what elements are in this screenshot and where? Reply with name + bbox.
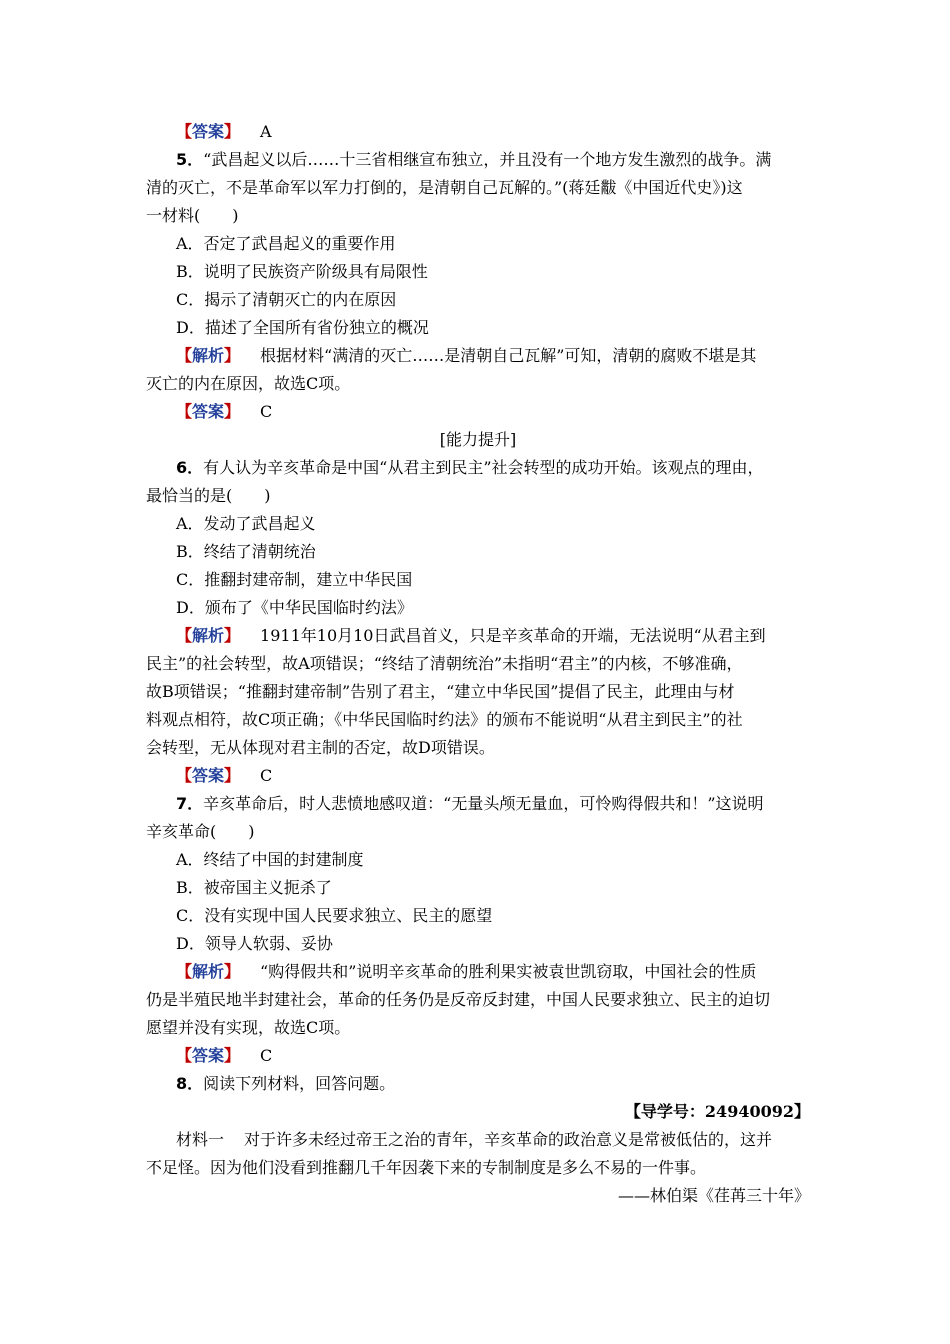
analysis-line: 故B项错误；“推翻封建帝制”告别了君主，“建立中华民国”提倡了民主，此理由与材 bbox=[146, 682, 735, 701]
answer-value: A bbox=[260, 122, 272, 141]
option-d: D．颁布了《中华民国临时约法》 bbox=[176, 598, 413, 617]
question-7-stem-line: 辛亥革命( ) bbox=[146, 822, 255, 841]
question-number: 7． bbox=[176, 794, 204, 813]
option-b: B．被帝国主义扼杀了 bbox=[176, 878, 332, 897]
analysis-tag: 【解析】 bbox=[176, 626, 241, 645]
material-label: 材料一 bbox=[176, 1130, 225, 1149]
option-a: A．发动了武昌起义 bbox=[176, 514, 316, 533]
option-c: C．揭示了清朝灭亡的内在原因 bbox=[176, 290, 397, 309]
answer-value: C bbox=[260, 766, 273, 785]
analysis-tag: 【解析】 bbox=[176, 346, 241, 365]
answer-tag: 【答案】 bbox=[176, 402, 241, 421]
section-title: [能力提升] bbox=[439, 430, 517, 449]
analysis-tag: 【解析】 bbox=[176, 962, 241, 981]
answer-row bbox=[176, 1046, 840, 1066]
question-number: 8． bbox=[176, 1074, 204, 1093]
option-b: B．说明了民族资产阶级具有局限性 bbox=[176, 262, 428, 281]
answer-value: C bbox=[260, 1046, 273, 1065]
answer-row bbox=[176, 122, 840, 142]
question-number: 6． bbox=[176, 458, 204, 477]
option-a: A．否定了武昌起义的重要作用 bbox=[176, 234, 396, 253]
option-c: C．推翻封建帝制，建立中华民国 bbox=[176, 570, 413, 589]
analysis-line: 民主”的社会转型，故A项错误；“终结了清朝统治”未指明“君主”的内核，不够准确， bbox=[146, 654, 743, 673]
analysis-line: 【解析】 1911年10月10日武昌首义，只是辛亥革命的开端，无法说明“从君主到 bbox=[176, 626, 766, 645]
material-line: 材料一 对于许多未经过帝王之治的青年，辛亥革命的政治意义是常被低估的，这并 bbox=[176, 1130, 773, 1149]
question-number: 5． bbox=[176, 150, 204, 169]
answer-row bbox=[176, 402, 840, 422]
analysis-line: 【解析】 “购得假共和”说明辛亥革命的胜利果实被袁世凯窃取，中国社会的性质 bbox=[176, 962, 757, 981]
material-line: 不足怪。因为他们没看到推翻几千年因袭下来的专制制度是多么不易的一件事。 bbox=[146, 1158, 707, 1177]
option-d: D．领导人软弱、妥协 bbox=[176, 934, 333, 953]
guide-number: 【导学号：24940092】 bbox=[624, 1102, 810, 1121]
analysis-line: 【解析】 根据材料“满清的灭亡……是清朝自己瓦解”可知，清朝的腐败不堪是其 bbox=[176, 346, 757, 365]
option-c: C．没有实现中国人民要求独立、民主的愿望 bbox=[176, 906, 493, 925]
question-5-stem-line: 清的灭亡，不是革命军以军力打倒的，是清朝自己瓦解的。”(蒋廷黻《中国近代史》)这 bbox=[146, 178, 743, 197]
option-a: A．终结了中国的封建制度 bbox=[176, 850, 364, 869]
analysis-line: 会转型，无从体现对君主制的否定，故D项错误。 bbox=[146, 738, 495, 757]
answer-row bbox=[176, 766, 840, 786]
question-7-stem-line: 7．辛亥革命后，时人悲愤地感叹道：“无量头颅无量血，可怜购得假共和！”这说明 bbox=[176, 794, 764, 813]
analysis-line: 灭亡的内在原因，故选C项。 bbox=[146, 374, 351, 393]
analysis-line: 仍是半殖民地半封建社会，革命的任务仍是反帝反封建，中国人民要求独立、民主的迫切 bbox=[146, 990, 771, 1009]
question-6-stem-line: 最恰当的是( ) bbox=[146, 486, 271, 505]
analysis-line: 愿望并没有实现，故选C项。 bbox=[146, 1018, 351, 1037]
question-8-stem-line: 8．阅读下列材料，回答问题。 bbox=[176, 1074, 396, 1093]
option-d: D．描述了全国所有省份独立的概况 bbox=[176, 318, 429, 337]
question-5-stem-line: 一材料( ) bbox=[146, 206, 239, 225]
answer-value: C bbox=[260, 402, 273, 421]
option-b: B．终结了清朝统治 bbox=[176, 542, 316, 561]
question-6-stem-line: 6．有人认为辛亥革命是中国“从君主到民主”社会转型的成功开始。该观点的理由， bbox=[176, 458, 764, 477]
analysis-line: 料观点相符，故C项正确；《中华民国临时约法》的颁布不能说明“从君主到民主”的社 bbox=[146, 710, 743, 729]
question-5-stem-line: 5．“武昌起义以后……十三省相继宣布独立，并且没有一个地方发生激烈的战争。满 bbox=[176, 150, 772, 169]
answer-tag: 【答案】 bbox=[176, 122, 241, 141]
material-source: ——林伯渠《荏苒三十年》 bbox=[617, 1186, 810, 1205]
answer-tag: 【答案】 bbox=[176, 766, 241, 785]
answer-tag: 【答案】 bbox=[176, 1046, 241, 1065]
